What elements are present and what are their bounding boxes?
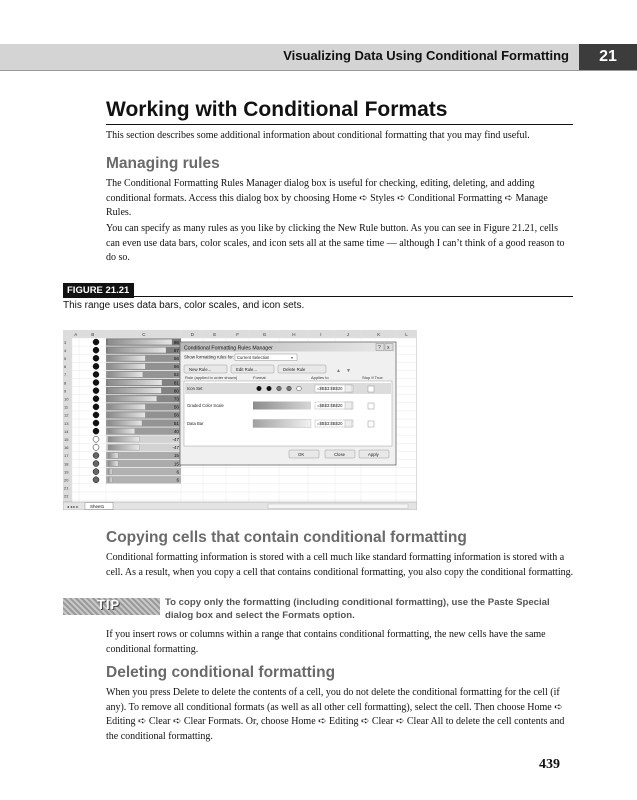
- title-rule: [106, 124, 573, 125]
- tip-label: TIP: [97, 597, 121, 612]
- figure-caption: This range uses data bars, color scales, and icon sets.: [63, 300, 305, 311]
- column-header: J: [346, 332, 349, 337]
- cell-value: -47: [172, 437, 179, 442]
- cell-value: 87: [173, 347, 179, 353]
- column-header: D: [190, 332, 194, 337]
- data-bar: [108, 412, 145, 418]
- data-bar: [108, 396, 157, 402]
- svg-text:▾: ▾: [291, 355, 294, 360]
- dialog-footer-label: OK: [298, 452, 305, 457]
- column-header: L: [405, 332, 408, 337]
- rule-name: Icon Set: [187, 386, 203, 391]
- icon-set-icon: [93, 355, 99, 361]
- cell-value: 56: [173, 412, 179, 418]
- svg-text:x: x: [387, 345, 390, 351]
- stop-if-true-checkbox[interactable]: [368, 421, 374, 427]
- range-picker-icon[interactable]: [345, 420, 352, 427]
- icon-set-icon: [93, 339, 99, 345]
- data-bar: [108, 347, 166, 353]
- figure-rule: [63, 296, 573, 297]
- rules-column-header: Applies to: [311, 375, 329, 380]
- header-divider: [0, 70, 637, 71]
- intro-paragraph: This section describes some additional information about conditional formatting that you may find useful.: [106, 130, 530, 141]
- copying-paragraph-2: If you insert rows or columns within a range that contains conditional formatting, the new cells have the same conditional formatting.: [106, 629, 546, 655]
- icon-set-icon: [93, 477, 99, 483]
- show-rules-value: Current Selection: [237, 355, 270, 360]
- icon-set-icon: [93, 404, 99, 410]
- figure-screenshot: [63, 330, 417, 510]
- icon-set-icon: [93, 469, 99, 475]
- tip-text: To copy only the formatting (including conditional formatting), use the Paste Special dialog box and select the Formats option.: [165, 597, 550, 621]
- running-header-title: Visualizing Data Using Conditional Formatting: [283, 48, 569, 63]
- deleting-paragraph-1: When you press Delete to delete the contents of a cell, you do not delete the conditional formatting for the cell (if any). To remove all conditional formats (as well as all other cell formatting), select the cell. Then choose Home ➪ Editing ➪ Clear ➪ Clear Formats. Or, choose Home ➪ Editing ➪ Clear ➪ Clear All to delete the cell contents and the conditional formatting.: [106, 687, 565, 742]
- row-header: 20: [64, 477, 69, 483]
- cell-value: 15: [173, 453, 179, 459]
- cell-value: 96: [173, 339, 179, 345]
- cell-value: 51: [173, 420, 179, 426]
- column-header: K: [377, 332, 381, 337]
- row-header: 21: [64, 485, 69, 491]
- managing-paragraph-1: The Conditional Formatting Rules Manager dialog box is useful for checking, editing, deleting, and adding conditional formats. Access this dialog box by choosing Home ➪ Styles ➪ Conditional Formatting ➪ Manage Rules.: [106, 178, 548, 219]
- range-picker-icon[interactable]: [345, 402, 352, 409]
- icon-set-icon: [93, 420, 99, 426]
- icon-set-icon: [93, 380, 99, 386]
- row-header: 16: [64, 445, 69, 451]
- cell-value: 52: [173, 372, 179, 378]
- icon-set-icon: [93, 444, 99, 450]
- chapter-number: 21: [579, 44, 637, 70]
- row-header: 15: [64, 437, 69, 442]
- page-number: 439: [539, 757, 560, 772]
- dialog-title: Conditional Formatting Rules Manager: [184, 345, 273, 352]
- column-header: A: [74, 332, 78, 337]
- data-bar: [108, 428, 135, 434]
- row-header: 9: [64, 388, 67, 394]
- icon-set-preview: [267, 386, 272, 391]
- row-header: 11: [64, 404, 69, 410]
- horizontal-scrollbar[interactable]: [268, 504, 408, 509]
- rules-column-header: Format: [253, 375, 266, 380]
- cell-value: 81: [173, 380, 179, 386]
- section-heading-copying: Copying cells that contain conditional formatting: [106, 529, 467, 546]
- svg-text:?: ?: [378, 345, 381, 351]
- row-header: 19: [64, 469, 69, 475]
- cell-value: 15: [173, 461, 179, 467]
- data-bar: [108, 420, 142, 426]
- column-header: H: [292, 332, 296, 337]
- column-header: C: [142, 332, 146, 337]
- row-header: 13: [64, 420, 69, 426]
- icon-set-icon: [93, 436, 99, 442]
- data-bar: [108, 356, 145, 362]
- column-header: B: [91, 332, 95, 337]
- icon-set-icon: [93, 461, 99, 467]
- dialog-button-label: Edit Rule...: [236, 367, 258, 372]
- figure-label: FIGURE 21.21: [63, 283, 134, 298]
- data-bar: [108, 477, 112, 483]
- page-title: Working with Conditional Formats: [106, 98, 448, 121]
- cell-value: 56: [173, 404, 179, 410]
- data-bar: [108, 469, 112, 475]
- color-scale-cell: [106, 468, 181, 475]
- cell-value: 56: [173, 364, 179, 370]
- column-header: G: [262, 332, 267, 337]
- cell-value: 40: [173, 428, 179, 434]
- cell-value: 6: [176, 469, 179, 475]
- cell-value: 6: [176, 477, 179, 483]
- dialog-footer-label: Apply: [368, 452, 379, 457]
- icon-set-icon: [93, 363, 99, 369]
- stop-if-true-checkbox[interactable]: [368, 386, 374, 392]
- column-header: E: [213, 332, 217, 337]
- rules-column-header: Stop If True: [362, 375, 383, 380]
- sheet-tab[interactable]: Sheet1: [90, 504, 105, 509]
- rules-manager-dialog: [180, 342, 396, 465]
- icon-set-icon: [93, 347, 99, 353]
- applies-to-value: =$B$3:$B$20: [317, 403, 343, 408]
- move-down-icon[interactable]: ▼: [346, 368, 351, 374]
- color-scale-preview: [253, 402, 311, 410]
- data-bar: [108, 437, 139, 443]
- applies-to-value: =$B$3:$B$20: [317, 386, 343, 391]
- icon-set-icon: [93, 428, 99, 434]
- managing-paragraph-2: You can specify as many rules as you like by clicking the New Rule button. As you can see in Figure 21.21, cells can even use data bars, color scales, and icon sets all at the same time — although I can’t think of a good reason to do so.: [106, 223, 565, 264]
- icon-set-icon: [93, 396, 99, 402]
- stop-if-true-checkbox[interactable]: [368, 403, 374, 409]
- applies-to-value: =$B$3:$B$20: [317, 421, 343, 426]
- section-heading-managing: Managing rules: [106, 155, 220, 172]
- data-bar: [108, 388, 161, 394]
- data-bar: [108, 380, 162, 386]
- data-bar: [108, 364, 145, 370]
- icon-set-icon: [93, 452, 99, 458]
- row-header: 22: [64, 493, 69, 499]
- icon-set-preview: [277, 386, 282, 391]
- cell-value: -47: [172, 445, 179, 451]
- icon-set-preview: [287, 386, 292, 391]
- row-header: 5: [64, 356, 67, 361]
- data-bar: [108, 453, 118, 459]
- row-header: 8: [64, 380, 67, 386]
- dialog-button-label: New Rule...: [189, 367, 212, 372]
- column-header: F: [236, 332, 239, 337]
- column-header-bar: [63, 330, 417, 338]
- row-header: 17: [64, 453, 69, 459]
- show-rules-label: Show formatting rules for:: [184, 354, 235, 360]
- dialog-footer-label: Close: [334, 452, 345, 457]
- row-header: 4: [64, 347, 67, 353]
- copying-paragraph-1: Conditional formatting information is stored with a cell much like standard formatting information is stored with a cell. As a result, when you copy a cell that contains conditional formatting, you also copy the conditional formatting.: [106, 552, 574, 578]
- move-up-icon[interactable]: ▲: [336, 368, 341, 374]
- row-header: 7: [64, 372, 67, 378]
- data-bar: [108, 404, 145, 410]
- row-header: 3: [64, 339, 67, 345]
- row-header: 14: [64, 428, 69, 434]
- data-bar: [108, 461, 118, 467]
- color-scale-cell: [106, 476, 181, 483]
- dialog-button-label: Delete Rule: [283, 367, 306, 372]
- row-header: 12: [64, 412, 69, 418]
- cell-value: 80: [173, 388, 179, 394]
- rule-name: Data Bar: [187, 421, 204, 426]
- icon-set-preview: [257, 386, 262, 391]
- rule-name: Graded Color Scale: [187, 403, 224, 408]
- data-bar-preview: [253, 420, 311, 428]
- row-header: 10: [64, 396, 69, 402]
- column-header: I: [320, 332, 322, 337]
- cell-value: 73: [173, 396, 179, 402]
- icon-set-icon: [93, 371, 99, 377]
- data-bar: [108, 339, 172, 345]
- range-picker-icon[interactable]: [345, 385, 352, 392]
- icon-set-preview: [297, 386, 302, 391]
- icon-set-icon: [93, 388, 99, 394]
- data-bar: [108, 372, 143, 378]
- row-header: 6: [64, 364, 67, 370]
- rules-column-header: Rule (applied in order shown): [185, 375, 238, 380]
- icon-set-icon: [93, 412, 99, 418]
- section-heading-deleting: Deleting conditional formatting: [106, 664, 336, 681]
- data-bar: [108, 445, 139, 451]
- sheet-nav-arrows[interactable]: ◂ ◂ ▸ ▸: [67, 504, 79, 509]
- row-header: 18: [64, 461, 69, 467]
- cell-value: 56: [173, 356, 179, 361]
